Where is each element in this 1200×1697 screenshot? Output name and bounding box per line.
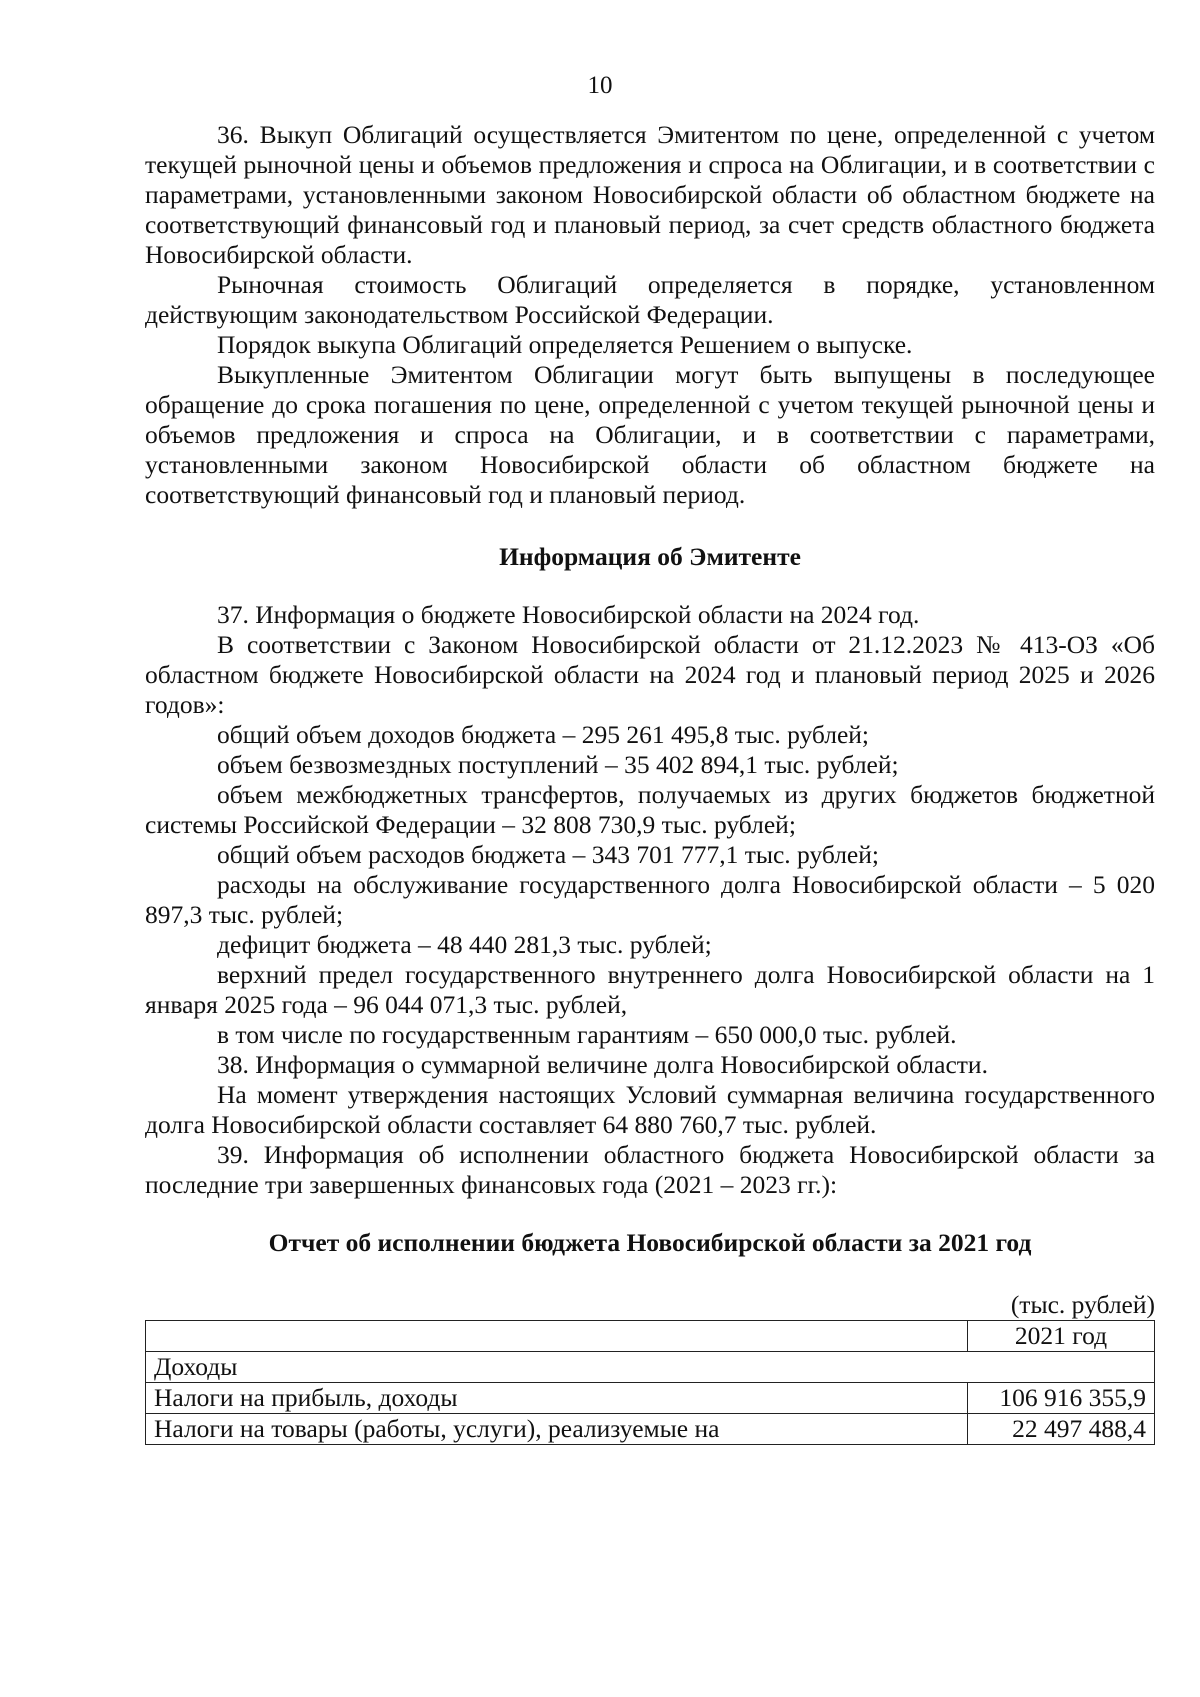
table-row-label: Налоги на прибыль, доходы <box>146 1383 968 1414</box>
paragraph-38-1: 38. Информация о суммарной величине долга Новосибирской области. <box>217 1050 988 1079</box>
paragraph-37-7: расходы на обслуживание государственного долга Новосибирской области – 5 020 897,3 тыс. рублей; <box>145 870 1155 929</box>
paragraph-36-2: Рыночная стоимость Облигаций определяется в порядке, установленном действующим законодательством Российской Федерации. <box>145 270 1155 329</box>
paragraph-36-1: 36. Выкуп Облигаций осуществляется Эмитентом по цене, определенной с учетом текущей рыночной цены и объемов предложения и спроса на Облигации, и в соответствии с параметрами, установленными законом Новосибирской области об областном бюджете на соответствующий финансовый год и плановый период, за счет средств областного бюджета Новосибирской области. <box>145 120 1155 269</box>
paragraph-38-2: На момент утверждения настоящих Условий суммарная величина государственного долга Новосибирской области составляет 64 880 760,7 тыс. рублей. <box>145 1080 1155 1139</box>
table-row <box>146 1414 1155 1445</box>
table-header-empty <box>146 1321 968 1352</box>
budget-report-table <box>145 1320 1155 1445</box>
document-body <box>145 120 1155 1445</box>
paragraph-37-9: верхний предел государственного внутреннего долга Новосибирской области на 1 января 2025 года – 96 044 071,3 тыс. рублей, <box>145 960 1155 1019</box>
table-header-year: 2021 год <box>968 1321 1155 1352</box>
table-row-value: 106 916 355,9 <box>968 1383 1155 1414</box>
paragraph-37-4: объем безвозмездных поступлений – 35 402 894,1 тыс. рублей; <box>217 750 899 779</box>
table-row-label: Налоги на товары (работы, услуги), реализуемые на <box>146 1414 968 1445</box>
report-table-wrap <box>110 1320 1155 1445</box>
paragraph-37-3: общий объем доходов бюджета – 295 261 495,8 тыс. рублей; <box>217 720 870 749</box>
paragraph-36-3: Порядок выкупа Облигаций определяется Решением о выпуске. <box>217 330 913 359</box>
paragraph-36-4: Выкупленные Эмитентом Облигации могут быть выпущены в последующее обращение до срока погашения по цене, определенной с учетом текущей рыночной цены и объемов предложения и спроса на Облигации, и в соответствии с параметрами, установленными законом Новосибирской области об областном бюджете на соответствующий финансовый год и плановый период. <box>145 360 1155 509</box>
paragraph-37-8: дефицит бюджета – 48 440 281,3 тыс. рублей; <box>217 930 712 959</box>
paragraph-39-1: 39. Информация об исполнении областного бюджета Новосибирской области за последние три завершенных финансовых года (2021 – 2023 гг.): <box>145 1140 1155 1199</box>
table-header-row <box>146 1321 1155 1352</box>
paragraph-37-1: 37. Информация о бюджете Новосибирской области на 2024 год. <box>217 600 920 629</box>
paragraph-37-10: в том числе по государственным гарантиям – 650 000,0 тыс. рублей. <box>217 1020 957 1049</box>
table-section-income: Доходы <box>146 1352 1155 1383</box>
table-unit-label: (тыс. рублей) <box>1010 1290 1155 1319</box>
paragraph-37-2: В соответствии с Законом Новосибирской области от 21.12.2023 № 413-ОЗ «Об областном бюджете Новосибирской области на 2024 год и плановый период 2025 и 2026 годов»: <box>145 630 1155 719</box>
table-row <box>146 1383 1155 1414</box>
paragraph-37-5: объем межбюджетных трансфертов, получаемых из других бюджетов бюджетной системы Российской Федерации – 32 808 730,9 тыс. рублей; <box>145 780 1155 839</box>
page-number: 10 <box>587 72 613 99</box>
heading-issuer-info: Информация об Эмитенте <box>499 542 801 571</box>
table-section-row <box>146 1352 1155 1383</box>
heading-budget-report: Отчет об исполнении бюджета Новосибирской области за 2021 год <box>268 1228 1032 1257</box>
paragraph-37-6: общий объем расходов бюджета – 343 701 777,1 тыс. рублей; <box>217 840 879 869</box>
table-row-value: 22 497 488,4 <box>968 1414 1155 1445</box>
